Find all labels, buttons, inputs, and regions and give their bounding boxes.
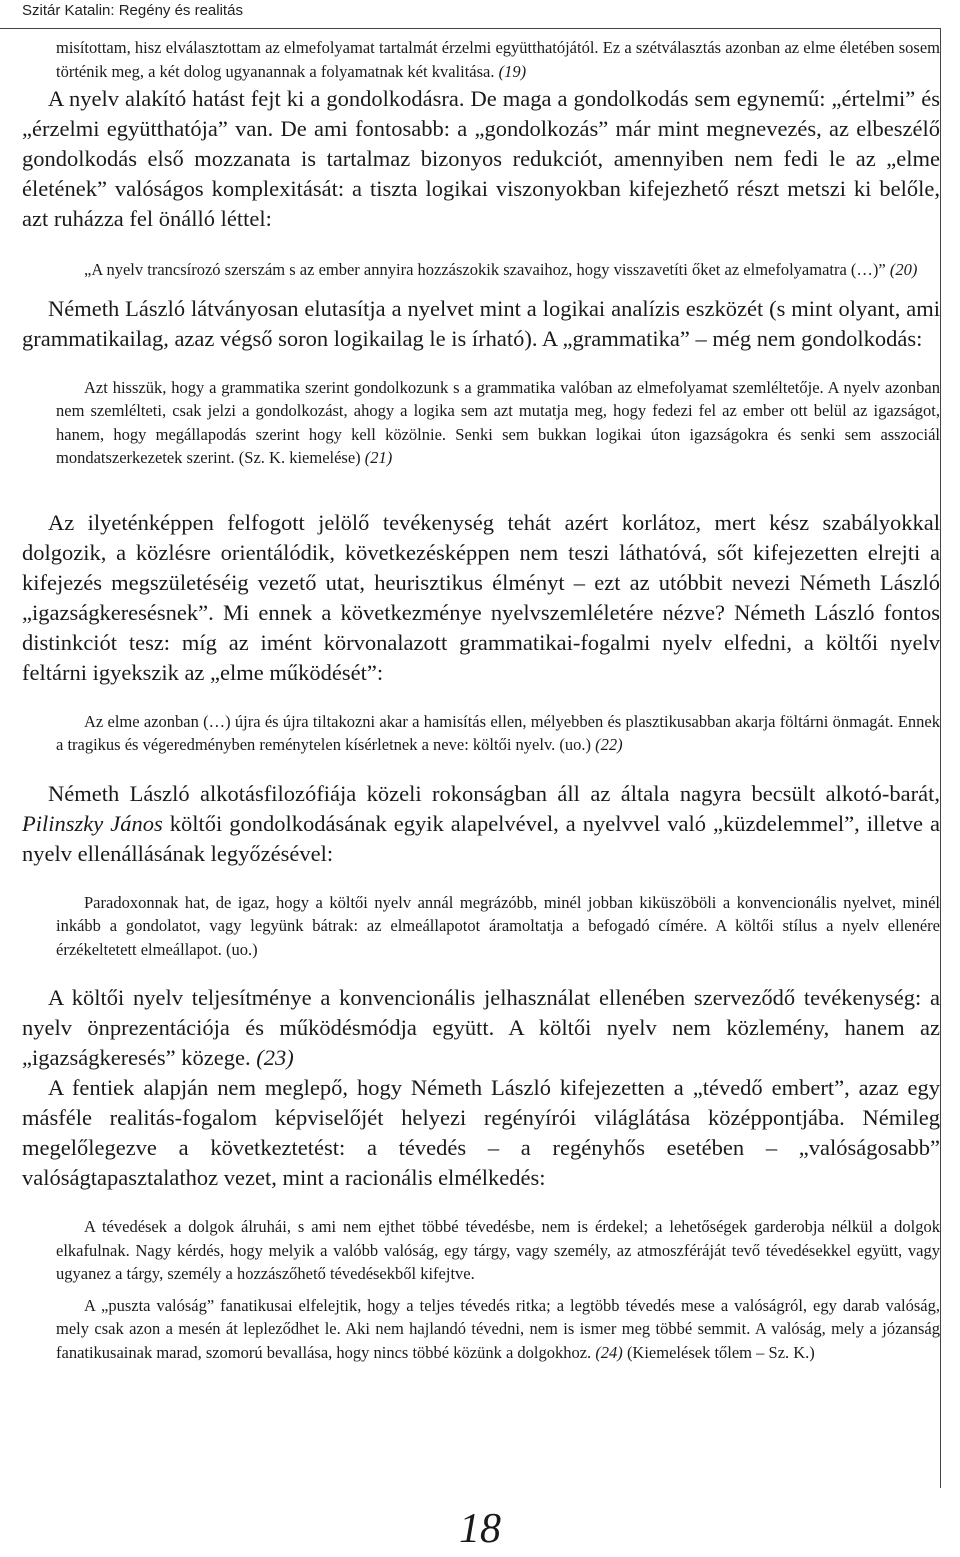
continued-quote [22,36,940,84]
footnote-ref: (20) [889,260,918,279]
footnote-ref: (22) [595,735,623,754]
quote-text: Azt hisszük, hogy a grammatika szerint gondolkozunk s a grammatika valóban az elmefolyamat szemléltetője. A nyelv azonban nem szemlélteti, csak jelzi a gondolkozást, ahogy a logika sem azt mutatja meg, hogy fedezi fel az ember ott belül az igazságot, hanem, hogy megállapodás szerint hogy kell közölnie. Senki sem bukkan logikai úton igazságokra és senki sem asszociál mondatszerkezetek szerint. (Sz. K. kiemelése) [56,377,940,467]
footnote-ref: (19) [498,62,527,81]
margin-rule [940,28,941,1488]
quote-text: „A nyelv trancsírozó szerszám s az ember annyira hozzászokik szavaihoz, hogy visszavetíti őket az elmefolyamatra (…)” [84,260,886,279]
block-quote [56,258,940,282]
footnote-ref: (23) [256,1045,294,1070]
page-number: 18 [459,1506,501,1552]
body-paragraph: A fentiek alapján nem meglepő, hogy Németh László kifejezetten a „tévedő embert”, azaz egy másféle realitás-fogalom képviselőjét helyezi regényírói világlátása középpontjába. Némileg megelőlegezve a következtetést: a tévedés – a regényhős esetében – „valóságosabb” valóságtapasztalathoz vezet, mint a racionális elmélkedés: [22,1075,940,1190]
quote-text: A „puszta valóság” fanatikusai elfelejtik, hogy a teljes tévedés ritka; a legtöbb tévedés mese a valóságról, egy darab valóság, mely csak azon a mesén át lepleződhet le. Aki nem hajlandó tévedni, nem is ismer meg többé semmit. A valóság, mely a józanság fanatikusainak marad, szomorú bevallása, hogy nincs többé közünk a dolgokhoz. [56,1295,940,1362]
paragraph-text: Németh László alkotásfilozófiája közeli rokonságban áll az általa nagyra becsült alkotó-barát, [48,780,940,806]
author-name: Pilinszky János [22,810,163,836]
body-paragraph: Németh László látványosan elutasítja a nyelvet mint a logikai analízis eszközét (s mint olyant, ami grammatikailag, azaz végső soron logikailag le is írható). A „grammatika” – még nem gondolkodás: [22,295,940,351]
body-paragraph [22,983,940,1073]
block-quote: Paradoxonnak hat, de igaz, hogy a költői nyelv annál megrázóbb, minél jobban kiküszöböli a konvencionális nyelvet, minél inkább a gondolatot, vagy legyünk bátrak: az elmeállapotot áramoltatja a befogadó címére. A költői stílus a nyelv ellenére érzékeltetett elmeállapot. (uo.) [56,892,940,959]
body-paragraph [22,779,940,869]
quote-text: Az elme azonban (…) újra és újra tiltakozni akar a hamisítás ellen, mélyebben és plasztikusabban akarja föltárni önmagát. Ennek a tragikus és végeredményben reménytelen kísérletnek a neve: költői nyelv. (uo.) [56,711,940,754]
page-body [22,36,940,1364]
header-rule [0,28,940,29]
paragraph-text: A költői nyelv teljesítménye a konvencionális jelhasználat ellenében szerveződő tevékenység: a nyelv önprezentációja és működésmódja együtt. A költői nyelv nem közlemény, hanem az „igazságkeresés” közege. [22,985,940,1070]
block-quote [56,710,940,757]
quote-text: (Kiemelések tőlem – Sz. K.) [626,1342,815,1362]
footnote-ref: (24) [595,1342,623,1362]
running-title: Szitár Katalin: Regény és realitás [22,2,243,19]
block-quote: A tévedések a dolgok álruhái, s ami nem ejthet többé tévedésbe, nem is érdekel; a lehetőségek garderobja nélkül a dolgok elkafulnak. Nagy kérdés, hogy melyik a valóbb valóság, egy tárgy, vagy személy, az atmoszféráját tevő tévedésekkel együtt, vagy ugyanez a tárgy, személy a hozzászőhető tévedésekből kifejtve. [56,1217,940,1283]
paragraph-text: költői gondolkodásának egyik alapelvével, a nyelvvel való „küzdelemmel”, illetve a nyelv ellenállásának legyőzésével: [22,810,941,866]
block-quote [56,1294,940,1365]
block-quote [56,376,940,470]
body-paragraph: A nyelv alakító hatást fejt ki a gondolkodásra. De maga a gondolkodás sem egynemű: „értelmi” és „érzelmi együtthatója” van. De ami fontosabb: a „gondolkozás” már mint megnevezés, az elbeszélő gondolkodás első mozzanata is tartalmaz bizonyos redukciót, amennyiben nem fedi le az „elme életének” valóságos komplexitását: a tiszta logikai viszonyokban kifejezhető részt metszi ki belőle, azt ruházza fel önálló léttel: [22,86,940,231]
body-paragraph: Az ilyeténképpen felfogott jelölő tevékenység tehát azért korlátoz, mert kész szabályokkal dolgozik, a közlésre orientálódik, következésképpen nem teszi láthatóvá, sőt kifejezetten elrejti a kifejezés megszületéséig vezető utat, heurisztikus élményt – ezt az utóbbit nevezi Németh László „igazságkeresésnek”. Mi ennek a következménye nyelvszemléletére nézve? Németh László fontos distinkciót tesz: míg az imént körvonalazott grammatikai-fogalmi nyelv elfedni, a költői nyelv feltárni igyekszik az „elme működését”: [22,509,940,685]
footnote-ref: (21) [364,448,393,467]
quote-text: misítottam, hisz elválasztottam az elmefolyamat tartalmát érzelmi együtthatójától. Ez a szétválasztás azonban az elme életében sosem történik meg, a két dolog ugyanannak a folyamatnak két kvalitása. [56,38,940,81]
